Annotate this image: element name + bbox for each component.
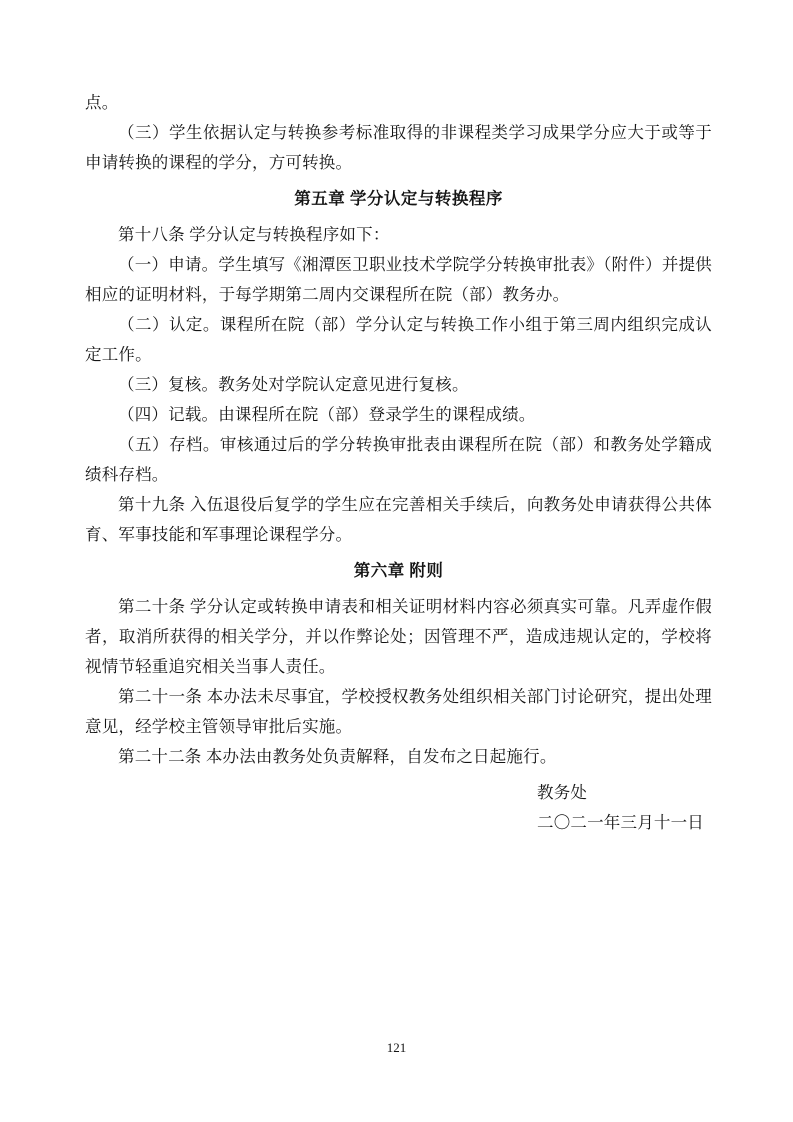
paragraph-article-22: 第二十二条 本办法由教务处负责解释，自发布之日起施行。	[118, 747, 557, 766]
paragraph-article-18: 第十八条 学分认定与转换程序如下：	[118, 225, 390, 244]
signature-date: 二〇二一年三月十一日	[537, 813, 704, 832]
paragraph-step-1-apply: （一）申请。学生填写《湘潭医卫职业技术学院学分转换审批表》（附件）并提供相应的证明材料，于每学期第二周内交课程所在院（部）教务办。	[85, 255, 712, 304]
paragraph-step-4-record: （四）记载。由课程所在院（部）登录学生的课程成绩。	[118, 405, 536, 424]
paragraph-article-20: 第二十条 学分认定或转换申请表和相关证明材料内容必须真实可靠。凡弄虚作假者，取消所获得的相关学分，并以作弊论处；因管理不严，造成违规认定的，学校将视情节轻重追究相关当事人责任。	[85, 597, 712, 676]
signature-department: 教务处	[537, 783, 588, 802]
document-body	[85, 88, 712, 838]
page-number: 121	[386, 1040, 407, 1055]
paragraph-article-19: 第十九条 入伍退役后复学的学生应在完善相关手续后，向教务处申请获得公共体育、军事技能和军事理论课程学分。	[85, 495, 712, 544]
signature-block	[537, 778, 712, 838]
chapter-6-heading: 第六章 附则	[353, 561, 444, 580]
paragraph-item-3: （三）学生依据认定与转换参考标准取得的非课程类学习成果学分应大于或等于申请转换的课程的学分，方可转换。	[85, 123, 712, 172]
paragraph-article-21: 第二十一条 本办法未尽事宜，学校授权教务处组织相关部门讨论研究，提出处理意见，经学校主管领导审批后实施。	[85, 687, 712, 736]
paragraph-step-2-confirm: （二）认定。课程所在院（部）学分认定与转换工作小组于第三周内组织完成认定工作。	[85, 315, 712, 364]
chapter-5-heading: 第五章 学分认定与转换程序	[294, 189, 503, 208]
paragraph-step-5-archive: （五）存档。审核通过后的学分转换审批表由课程所在院（部）和教务处学籍成绩科存档。	[85, 435, 712, 484]
paragraph-continuation: 点。	[85, 93, 119, 112]
paragraph-step-3-review: （三）复核。教务处对学院认定意见进行复核。	[118, 375, 469, 394]
